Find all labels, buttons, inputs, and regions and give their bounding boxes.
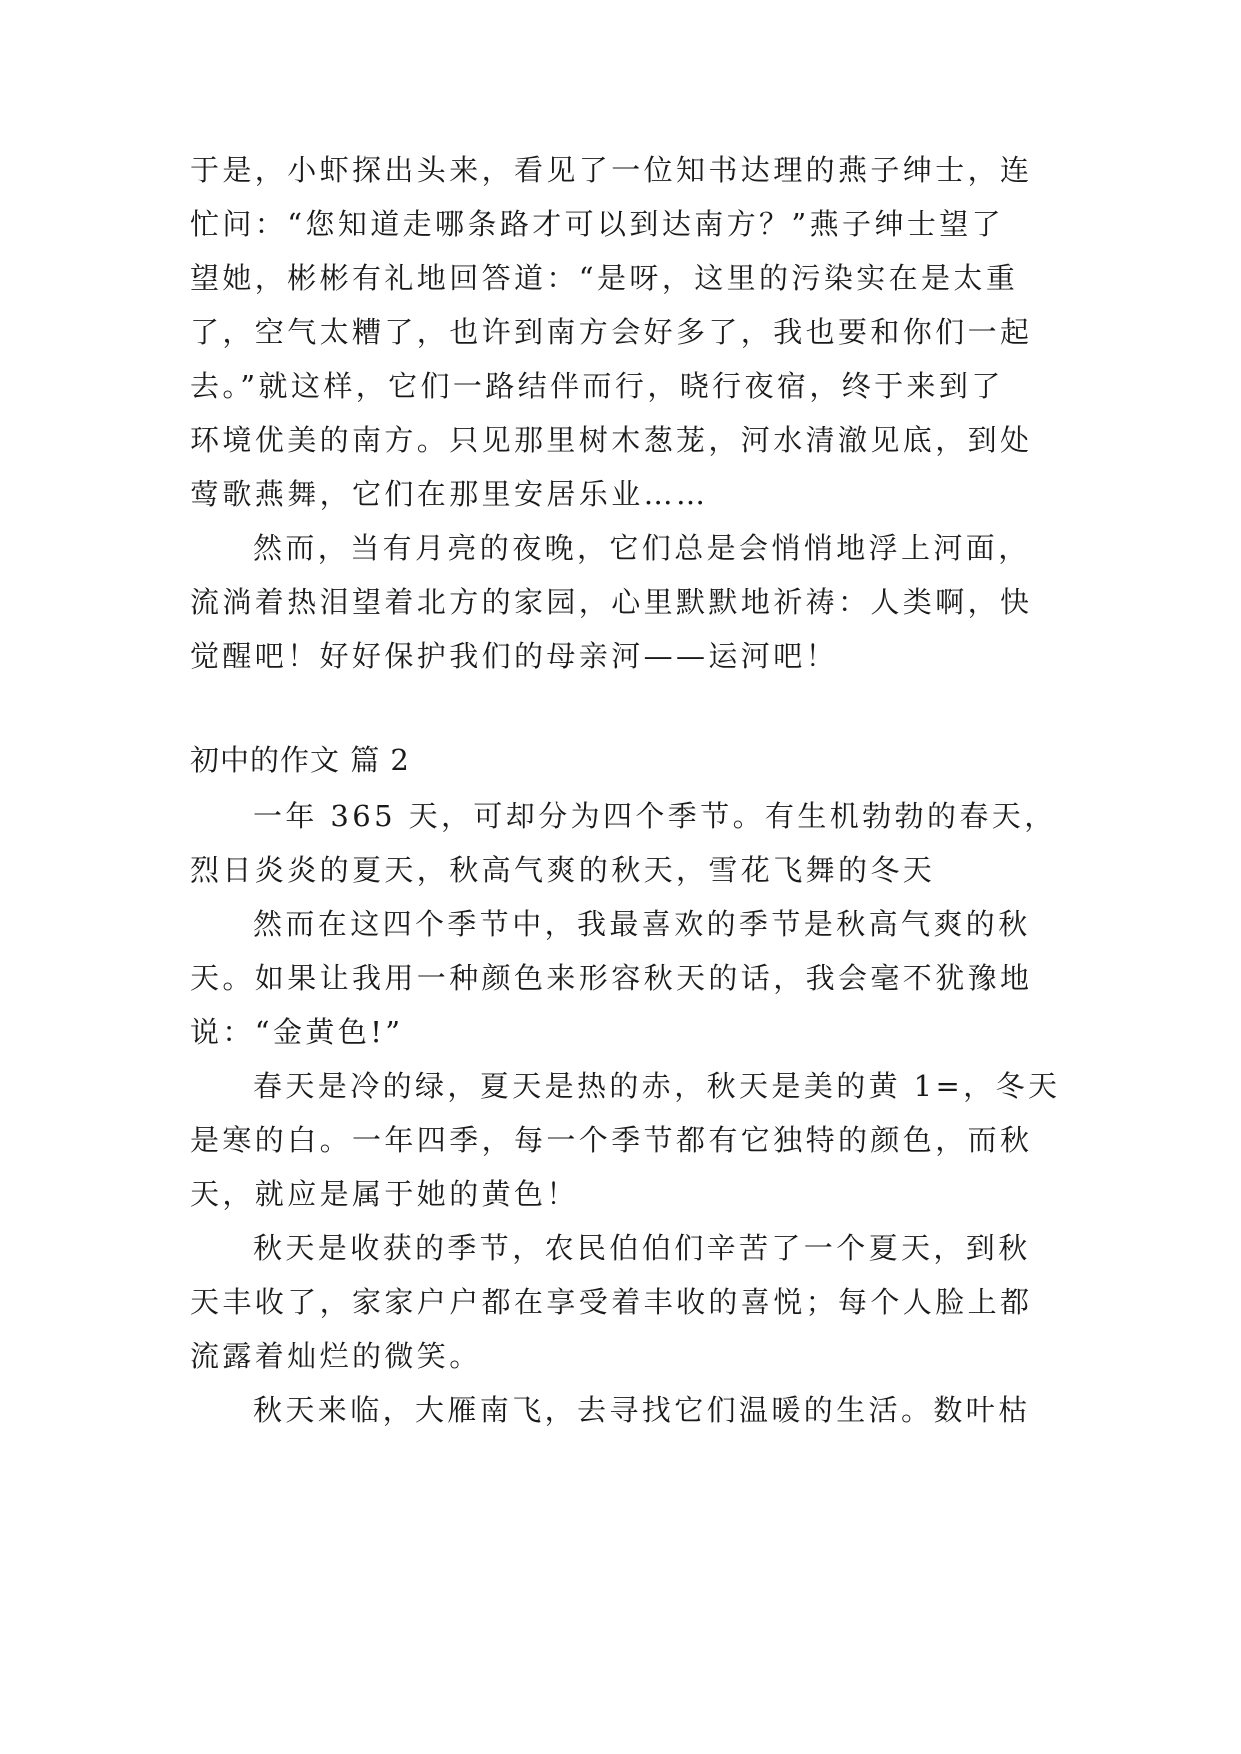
- paragraph-line: 环境优美的南方。只见那里树木葱茏，河水清澈见底，到处: [190, 423, 1033, 457]
- paragraph-line: 天。如果让我用一种颜色来形容秋天的话，我会毫不犹豫地: [190, 961, 1033, 995]
- paragraph-line: 烈日炎炎的夏天，秋高气爽的秋天，雪花飞舞的冬天: [190, 853, 936, 887]
- paragraph-line: 春天是冷的绿，夏天是热的赤，秋天是美的黄 1=，冬天: [253, 1069, 1061, 1103]
- paragraph-line: 是寒的白。一年四季，每一个季节都有它独特的颜色，而秋: [190, 1123, 1033, 1157]
- paragraph-line: 流露着灿烂的微笑。: [190, 1339, 482, 1373]
- paragraph-line: 秋天是收获的季节，农民伯伯们辛苦了一个夏天，到秋: [253, 1231, 1031, 1265]
- paragraph-line: 秋天来临，大雁南飞，去寻找它们温暖的生活。数叶枯: [253, 1393, 1031, 1427]
- paragraph-line: 于是，小虾探出头来，看见了一位知书达理的燕子绅士，连: [190, 153, 1033, 187]
- section-heading: 初中的作文 篇 2: [190, 743, 410, 777]
- paragraph-line: 天，就应是属于她的黄色！: [190, 1177, 579, 1211]
- paragraph-line: 去。”就这样，它们一路结伴而行，晓行夜宿，终于来到了: [190, 369, 1004, 403]
- paragraph-line: 了，空气太糟了，也许到南方会好多了，我也要和你们一起: [190, 315, 1033, 349]
- paragraph-line: 莺歌燕舞，它们在那里安居乐业……: [190, 477, 709, 511]
- paragraph-line: 然而在这四个季节中，我最喜欢的季节是秋高气爽的秋: [253, 907, 1031, 941]
- paragraph-line: 流淌着热泪望着北方的家园，心里默默地祈祷：人类啊，快: [190, 585, 1033, 619]
- paragraph-line: 望她，彬彬有礼地回答道：“是呀，这里的污染实在是太重: [190, 261, 1019, 295]
- paragraph-line: 觉醒吧！好好保护我们的母亲河——运河吧！: [190, 639, 839, 673]
- paragraph-line: 一年 365 天，可却分为四个季节。有生机勃勃的春天，: [253, 799, 1057, 833]
- paragraph-line: 然而，当有月亮的夜晚，它们总是会悄悄地浮上河面，: [253, 531, 1031, 565]
- paragraph-line: 天丰收了，家家户户都在享受着丰收的喜悦；每个人脸上都: [190, 1285, 1033, 1319]
- paragraph-line: 说：“金黄色!”: [190, 1015, 404, 1049]
- paragraph-line: 忙问：“您知道走哪条路才可以到达南方？”燕子绅士望了: [190, 207, 1005, 241]
